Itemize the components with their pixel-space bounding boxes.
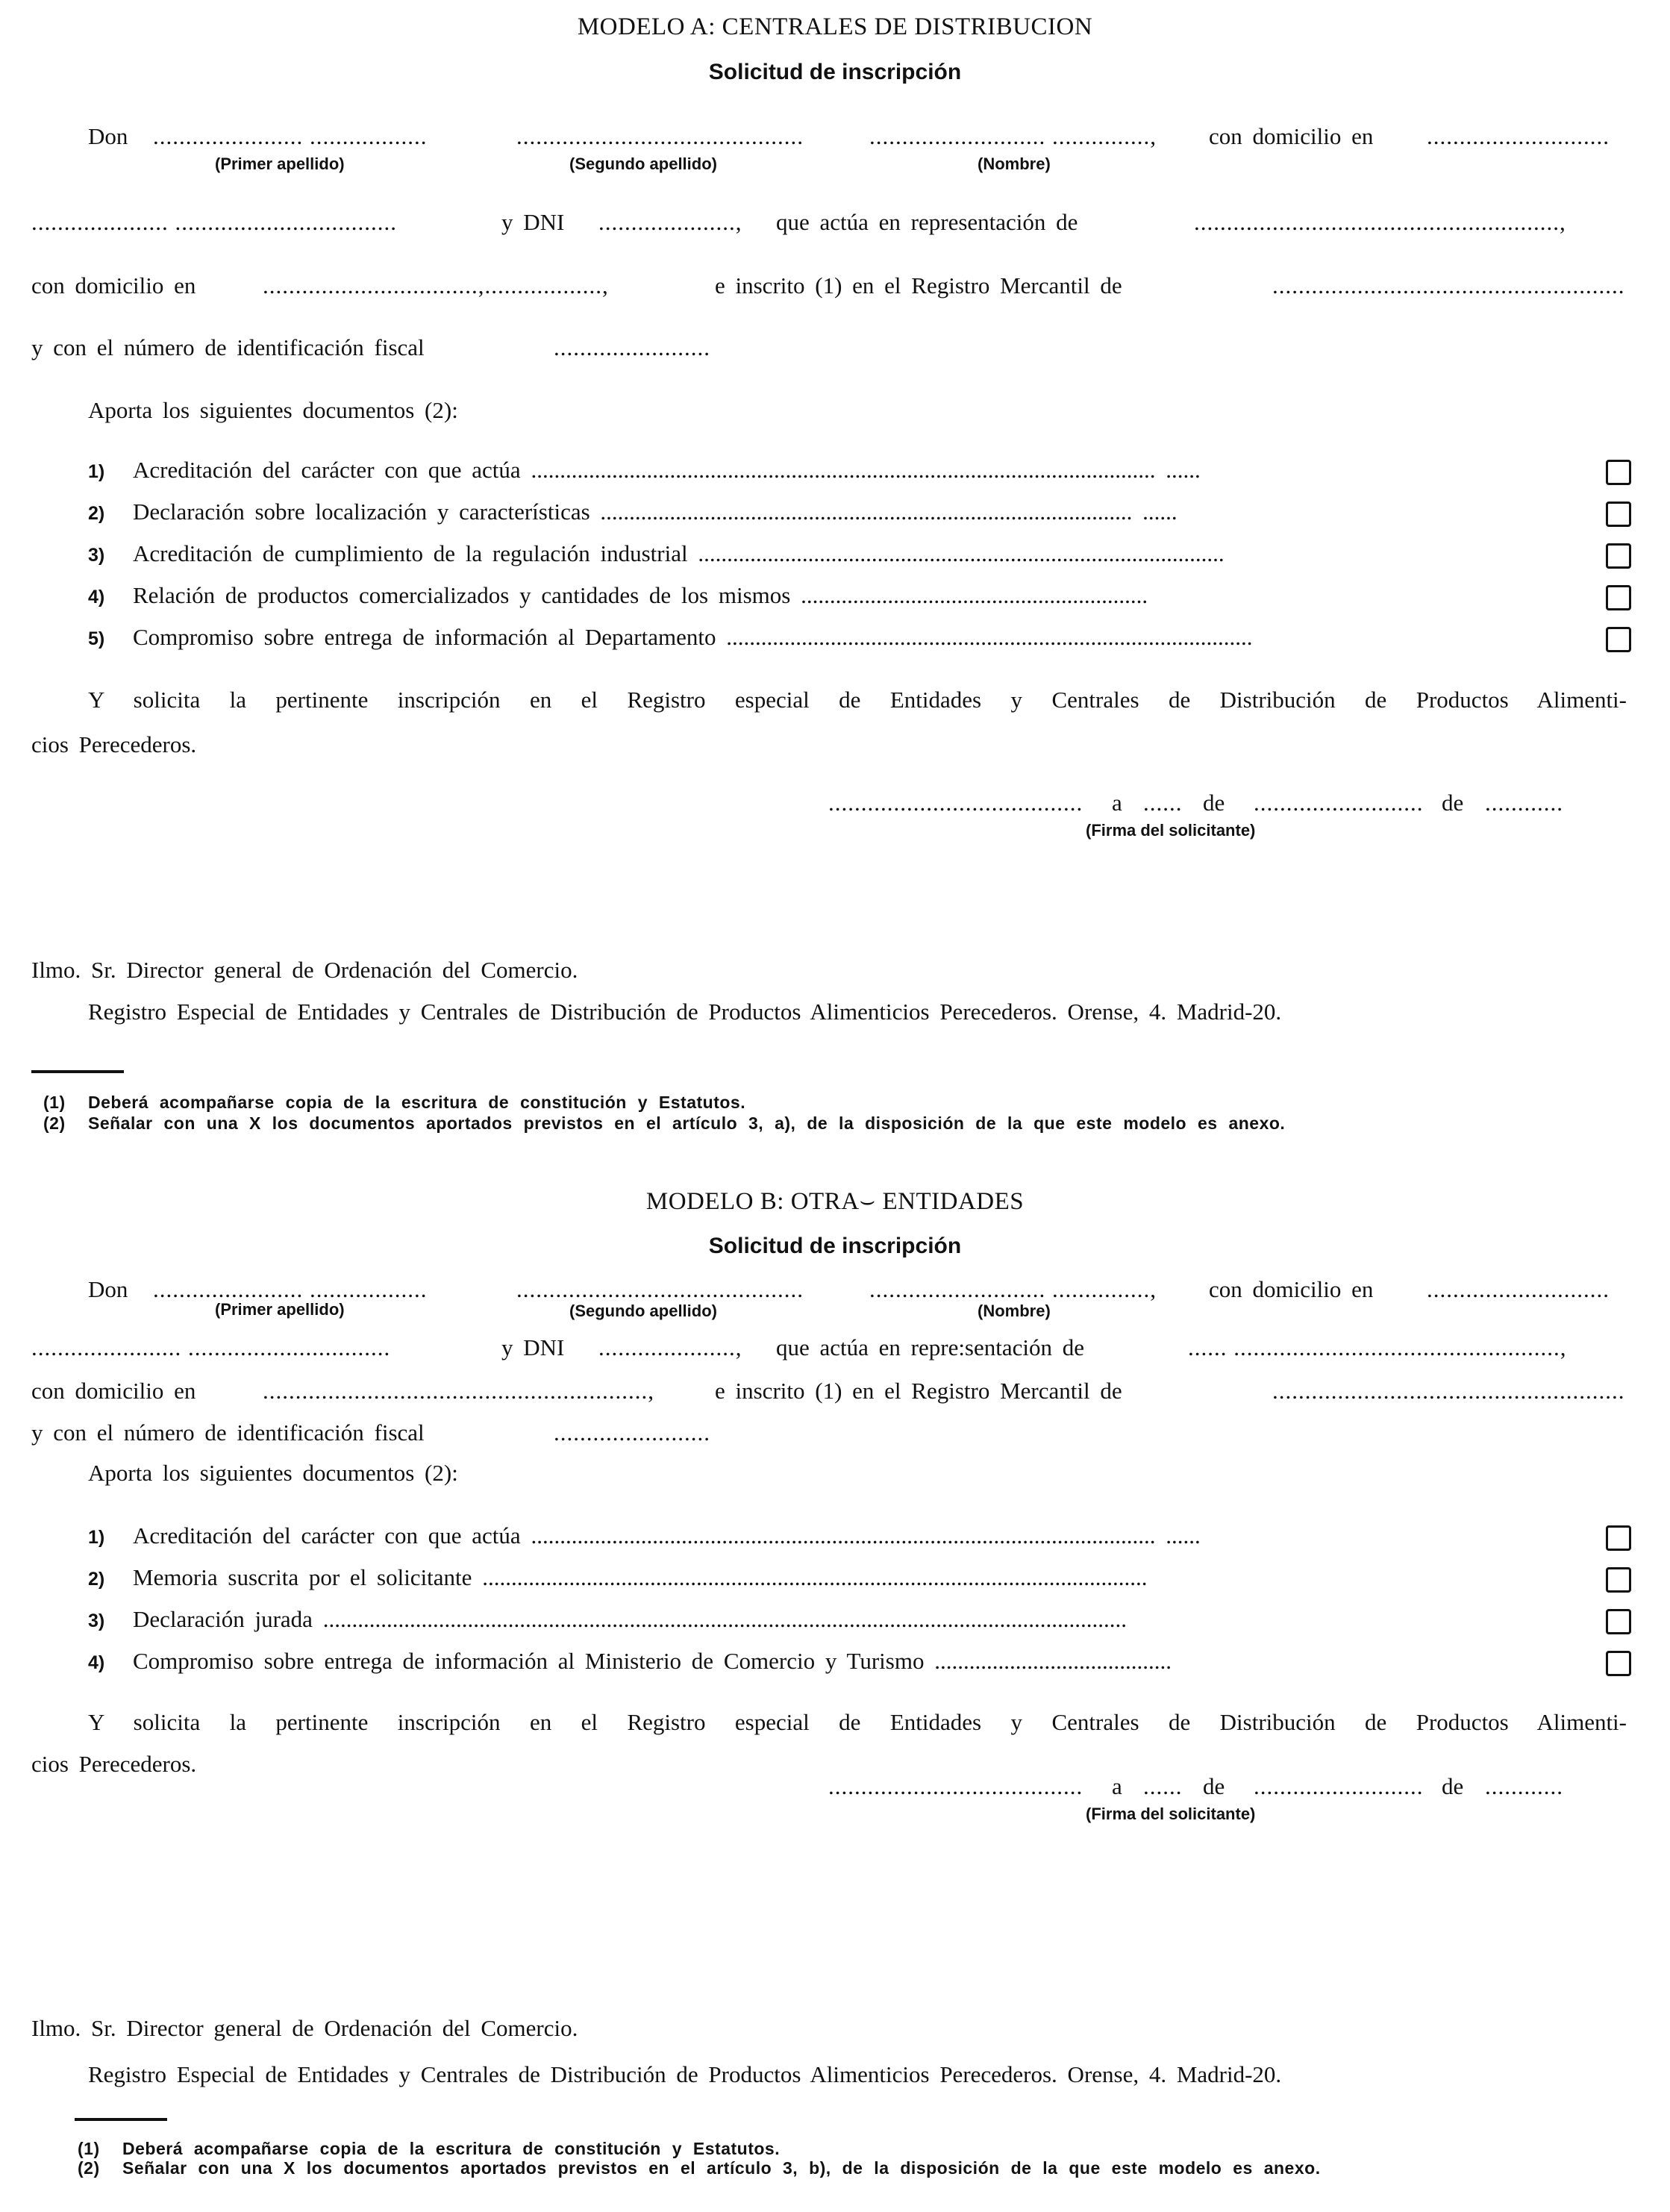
model-b-footnote-rule [75, 2118, 167, 2121]
model-a-item-4-checkbox[interactable] [1606, 585, 1631, 610]
model-a-name-field[interactable]: ........................... ..............., [869, 123, 1157, 149]
model-b-signature-month-field[interactable]: .......................... [1254, 1773, 1424, 1799]
item-dots: ......................................... [934, 1648, 1172, 1674]
footnote-text: Señalar con una X los documentos aportados previstos en el artículo 3, b), de la disposición de la que este modelo es anexo. [122, 2158, 1321, 2178]
model-a-label-second-surname: (Segundo apellido) [569, 154, 717, 173]
item-number: 5) [88, 628, 105, 649]
model-a-item-2 [88, 499, 1178, 525]
model-a-registro-field[interactable]: ...................................................... [1272, 272, 1625, 299]
model-b-dni-label: y DNI [501, 1334, 565, 1360]
model-a-representacion-field[interactable]: ........................................................, [1194, 209, 1566, 235]
model-b-label-name: (Nombre) [978, 1302, 1051, 1320]
model-a-item-1-checkbox[interactable] [1606, 460, 1631, 485]
model-b-inscrito-label: e inscrito (1) en el Registro Mercantil de [715, 1378, 1122, 1404]
model-b-representacion-field[interactable]: ...... .................................................., [1188, 1334, 1567, 1360]
model-b-solicita-line2: cios Perecederos. [31, 1751, 197, 1777]
model-a-registry: Registro Especial de Entidades y Centrales de Distribución de Productos Alimenticios Perecederos. Orense, 4. Madrid-20. [88, 999, 1282, 1025]
model-b-registry: Registro Especial de Entidades y Centrales de Distribución de Productos Alimenticios Perecederos. Orense, 4. Madrid-20. [88, 2061, 1282, 2087]
item-text: Compromiso sobre entrega de información al Departamento [133, 624, 716, 650]
model-b-first-surname-field[interactable]: ....................... .................. [153, 1276, 428, 1302]
model-b-item-4 [88, 1648, 1172, 1675]
item-text: Memoria suscrita por el solicitante [133, 1564, 472, 1590]
model-b-item-1 [88, 1522, 1201, 1549]
item-number: 3) [88, 545, 105, 566]
footnote-text: Deberá acompañarse copia de la escritura de constitución y Estatutos. [88, 1093, 746, 1112]
model-a-label-first-surname: (Primer apellido) [215, 154, 345, 173]
model-b-domicilio-field[interactable]: ............................ [1427, 1276, 1610, 1302]
model-b-representacion-label: que actúa en repre:sentación de [776, 1334, 1085, 1360]
model-b-aporta: Aporta los siguientes documentos (2): [88, 1460, 458, 1486]
model-a-second-surname-field[interactable]: ............................................ [516, 123, 804, 149]
model-a-dni-label: y DNI [501, 209, 565, 235]
item-text: Acreditación del carácter con que actúa [133, 457, 521, 483]
model-a-representacion-label: que actúa en representación de [776, 209, 1078, 235]
footnote-number: (2) [78, 2158, 100, 2178]
footnote-number: (1) [43, 1093, 66, 1112]
model-a-signature-day-field[interactable]: ...... [1143, 790, 1183, 816]
model-b-signature-day-field[interactable]: ...... [1143, 1773, 1183, 1799]
item-number: 2) [88, 503, 105, 524]
item-dots: ............................................................................................................ ...... [531, 457, 1201, 483]
model-a-item-5-checkbox[interactable] [1606, 627, 1631, 652]
model-a-item-1 [88, 457, 1201, 484]
item-dots: ........................................................................................... [726, 624, 1253, 650]
model-a-signature-a: a [1112, 790, 1122, 816]
model-a-first-surname-field[interactable]: ....................... .................. [153, 123, 428, 149]
footnote-number: (1) [78, 2139, 100, 2158]
model-b-addressee: Ilmo. Sr. Director general de Ordenación del Comercio. [31, 2015, 578, 2041]
footnote-number: (2) [43, 1113, 66, 1133]
model-a-item-3 [88, 540, 1225, 567]
model-b-dni-field[interactable]: ....................., [598, 1334, 742, 1360]
model-a-title: MODELO A: CENTRALES DE DISTRIBUCION [577, 13, 1093, 40]
item-text: Declaración jurada [133, 1606, 313, 1632]
item-dots: ............................................................................................................ ...... [531, 1522, 1201, 1549]
model-b-item-2-checkbox[interactable] [1606, 1567, 1631, 1593]
model-a-item-2-checkbox[interactable] [1606, 502, 1631, 527]
model-b-domicilio2-field[interactable]: ..........................................................., [263, 1378, 654, 1404]
model-a-solicita-line2: cios Perecederos. [31, 731, 197, 757]
model-b-registro-field[interactable]: ...................................................... [1272, 1378, 1625, 1404]
model-b-title: MODELO B: OTRA⌣ ENTIDADES [645, 1188, 1025, 1215]
model-b-label-second-surname: (Segundo apellido) [569, 1302, 717, 1320]
model-a-footnote-rule [31, 1070, 124, 1073]
model-b-don-label: Don [88, 1276, 128, 1302]
model-b-signature-de1: de [1203, 1773, 1225, 1799]
item-text: Compromiso sobre entrega de información al Ministerio de Comercio y Turismo [133, 1648, 925, 1674]
item-dots: ............................................................................................ ...... [600, 499, 1178, 525]
model-b-item-4-checkbox[interactable] [1606, 1651, 1631, 1676]
model-b-item-3 [88, 1606, 1127, 1633]
model-a-label-name: (Nombre) [978, 154, 1051, 173]
model-a-domicilio2-label: con domicilio en [31, 272, 196, 299]
model-b-signature-a: a [1112, 1773, 1122, 1799]
item-text: Acreditación del carácter con que actúa [133, 1522, 521, 1549]
item-text: Declaración sobre localización y características [133, 499, 590, 525]
model-a-item-5 [88, 624, 1252, 651]
model-b-signature-year-field[interactable]: ............ [1485, 1773, 1563, 1799]
model-b-signature-label: (Firma del solicitante) [1086, 1805, 1256, 1823]
model-b-item-2 [88, 1564, 1147, 1591]
item-dots: ........................................................................................................................................... [322, 1606, 1127, 1632]
item-number: 3) [88, 1610, 105, 1631]
model-b-name-field[interactable]: ........................... ..............., [869, 1276, 1157, 1302]
model-b-solicita-line1: Y solicita la pertinente inscripción en el Registro especial de Entidades y Centrales de Distribución de Productos Alimenti- [88, 1709, 1627, 1735]
item-number: 4) [88, 587, 105, 607]
model-b-domicilio-label: con domicilio en [1209, 1276, 1374, 1302]
model-a-solicita-line1: Y solicita la pertinente inscripción en el Registro especial de Entidades y Centrales de Distribución de Productos Alimenti- [88, 687, 1627, 713]
item-text: Relación de productos comercializados y cantidades de los mismos [133, 582, 791, 608]
model-b-item-1-checkbox[interactable] [1606, 1525, 1631, 1551]
model-a-addressee: Ilmo. Sr. Director general de Ordenación del Comercio. [31, 957, 578, 983]
model-a-aporta: Aporta los siguientes documentos (2): [88, 397, 458, 423]
model-b-subtitle: Solicitud de inscripción [708, 1234, 962, 1258]
model-a-signature-label: (Firma del solicitante) [1086, 821, 1256, 840]
model-a-line2-dots[interactable]: ..................... .................................. [31, 209, 397, 235]
model-a-footnote-2 [43, 1113, 1285, 1134]
model-a-signature-month-field[interactable]: .......................... [1254, 790, 1424, 816]
model-a-subtitle: Solicitud de inscripción [708, 60, 962, 84]
model-a-dni-field[interactable]: ....................., [598, 209, 742, 235]
item-dots: ............................................................ [801, 582, 1148, 608]
model-b-label-first-surname: (Primer apellido) [215, 1300, 345, 1319]
item-number: 1) [88, 461, 105, 482]
model-b-item-3-checkbox[interactable] [1606, 1609, 1631, 1634]
model-b-nif-label: y con el número de identificación fiscal [31, 1419, 425, 1446]
model-a-item-4 [88, 582, 1148, 609]
model-a-domicilio-field[interactable]: ............................ [1427, 123, 1610, 149]
model-b-line2-dots[interactable]: ....................... ............................... [31, 1334, 391, 1360]
model-b-footnote-2 [78, 2158, 1321, 2178]
model-a-signature-de2: de [1442, 790, 1464, 816]
model-b-second-surname-field[interactable]: ............................................ [516, 1276, 804, 1302]
model-a-footnote-1 [43, 1093, 745, 1113]
model-a-domicilio2-field[interactable]: .................................,.................., [263, 272, 609, 299]
model-b-domicilio2-label: con domicilio en [31, 1378, 196, 1404]
model-a-signature-place-field[interactable]: ....................................... [828, 790, 1083, 816]
model-a-item-3-checkbox[interactable] [1606, 543, 1631, 569]
item-number: 2) [88, 1569, 105, 1590]
model-b-signature-de2: de [1442, 1773, 1464, 1799]
model-a-signature-year-field[interactable]: ............ [1485, 790, 1563, 816]
model-b-nif-field[interactable]: ........................ [554, 1419, 710, 1446]
model-a-nif-label: y con el número de identificación fiscal [31, 334, 425, 360]
item-number: 4) [88, 1652, 105, 1673]
model-a-domicilio-label: con domicilio en [1209, 123, 1374, 149]
model-a-signature-de1: de [1203, 790, 1225, 816]
model-a-nif-field[interactable]: ........................ [554, 334, 710, 360]
footnote-text: Señalar con una X los documentos aportados previstos en el artículo 3, a), de la disposición de la que este modelo es anexo. [88, 1113, 1286, 1133]
model-a-don-label: Don [88, 123, 128, 149]
footnote-text: Deberá acompañarse copia de la escritura de constitución y Estatutos. [122, 2139, 781, 2158]
item-dots: ........................................................................................... [698, 540, 1225, 566]
model-b-footnote-1 [78, 2139, 780, 2159]
model-b-signature-place-field[interactable]: ....................................... [828, 1773, 1083, 1799]
model-a-inscrito-label: e inscrito (1) en el Registro Mercantil de [715, 272, 1122, 299]
item-dots: ................................................................................................................... [482, 1564, 1148, 1590]
item-number: 1) [88, 1527, 105, 1548]
item-text: Acreditación de cumplimiento de la regulación industrial [133, 540, 688, 566]
